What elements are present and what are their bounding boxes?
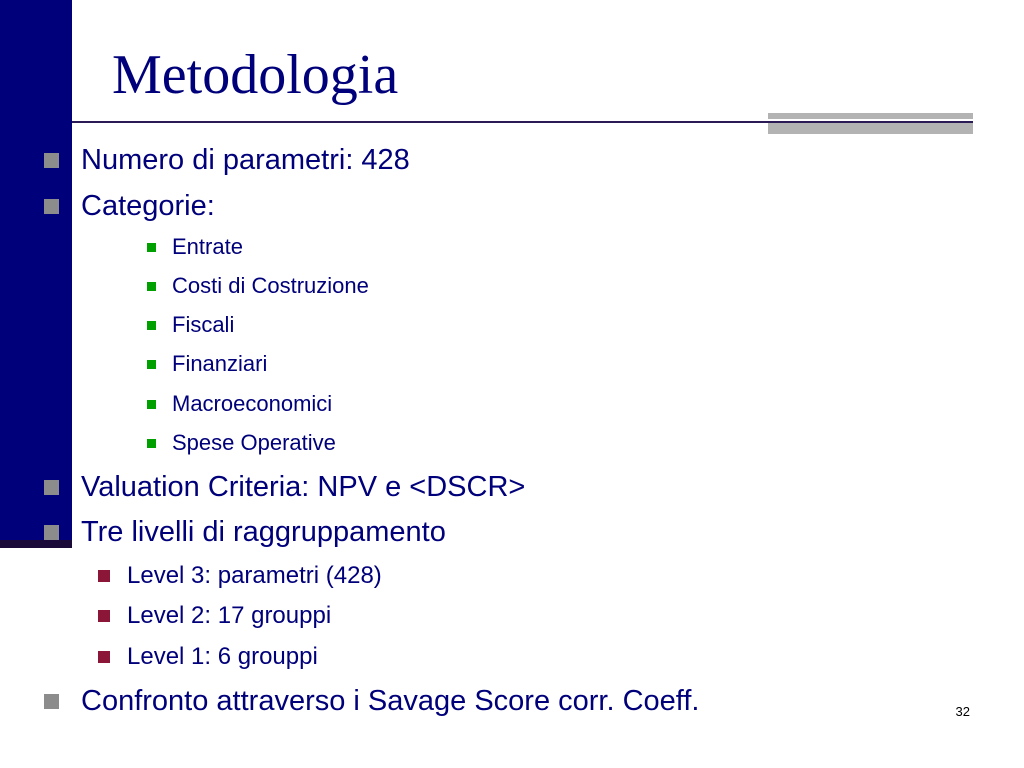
level-text: Level 2: 17 grouppi	[127, 602, 332, 629]
square-bullet-icon	[98, 651, 110, 663]
category-item	[172, 390, 332, 418]
category-item	[172, 429, 336, 457]
category-item	[172, 350, 267, 378]
square-bullet-icon	[147, 282, 156, 291]
level-item	[127, 561, 382, 591]
category-item	[172, 272, 369, 300]
square-bullet-icon	[98, 610, 110, 622]
square-bullet-icon	[147, 439, 156, 448]
bullet-text: Confronto attraverso i Savage Score corr. Coeff.	[81, 685, 700, 717]
square-bullet-icon	[147, 321, 156, 330]
bullet-item	[81, 188, 215, 224]
bullet-text: Tre livelli di raggruppamento	[81, 516, 446, 548]
category-text: Macroeconomici	[172, 391, 333, 416]
square-bullet-icon	[98, 570, 110, 582]
category-item	[172, 311, 234, 339]
category-text: Finanziari	[172, 351, 268, 376]
square-bullet-icon	[44, 153, 59, 168]
square-bullet-icon	[147, 400, 156, 409]
level-text: Level 1: 6 grouppi	[127, 643, 318, 670]
bullet-item	[81, 514, 446, 550]
bullet-text: Categorie:	[81, 190, 215, 222]
slide-title: Metodologia	[112, 44, 399, 106]
bullet-text: Numero di parametri: 428	[81, 144, 410, 176]
level-item	[127, 642, 318, 672]
bullet-item	[81, 683, 699, 719]
bullet-text: Valuation Criteria: NPV e <DSCR>	[81, 471, 526, 503]
square-bullet-icon	[147, 360, 156, 369]
category-text: Costi di Costruzione	[172, 273, 369, 298]
level-item	[127, 601, 331, 631]
page-number: 32	[955, 704, 970, 719]
square-bullet-icon	[44, 525, 59, 540]
bullet-item	[81, 142, 410, 178]
square-bullet-icon	[44, 694, 59, 709]
square-bullet-icon	[44, 480, 59, 495]
category-item	[172, 233, 243, 261]
level-text: Level 3: parametri (428)	[127, 562, 382, 589]
bullet-item	[81, 469, 525, 505]
square-bullet-icon	[147, 243, 156, 252]
category-text: Entrate	[172, 234, 243, 259]
square-bullet-icon	[44, 199, 59, 214]
category-text: Spese Operative	[172, 430, 336, 455]
category-text: Fiscali	[172, 312, 235, 337]
